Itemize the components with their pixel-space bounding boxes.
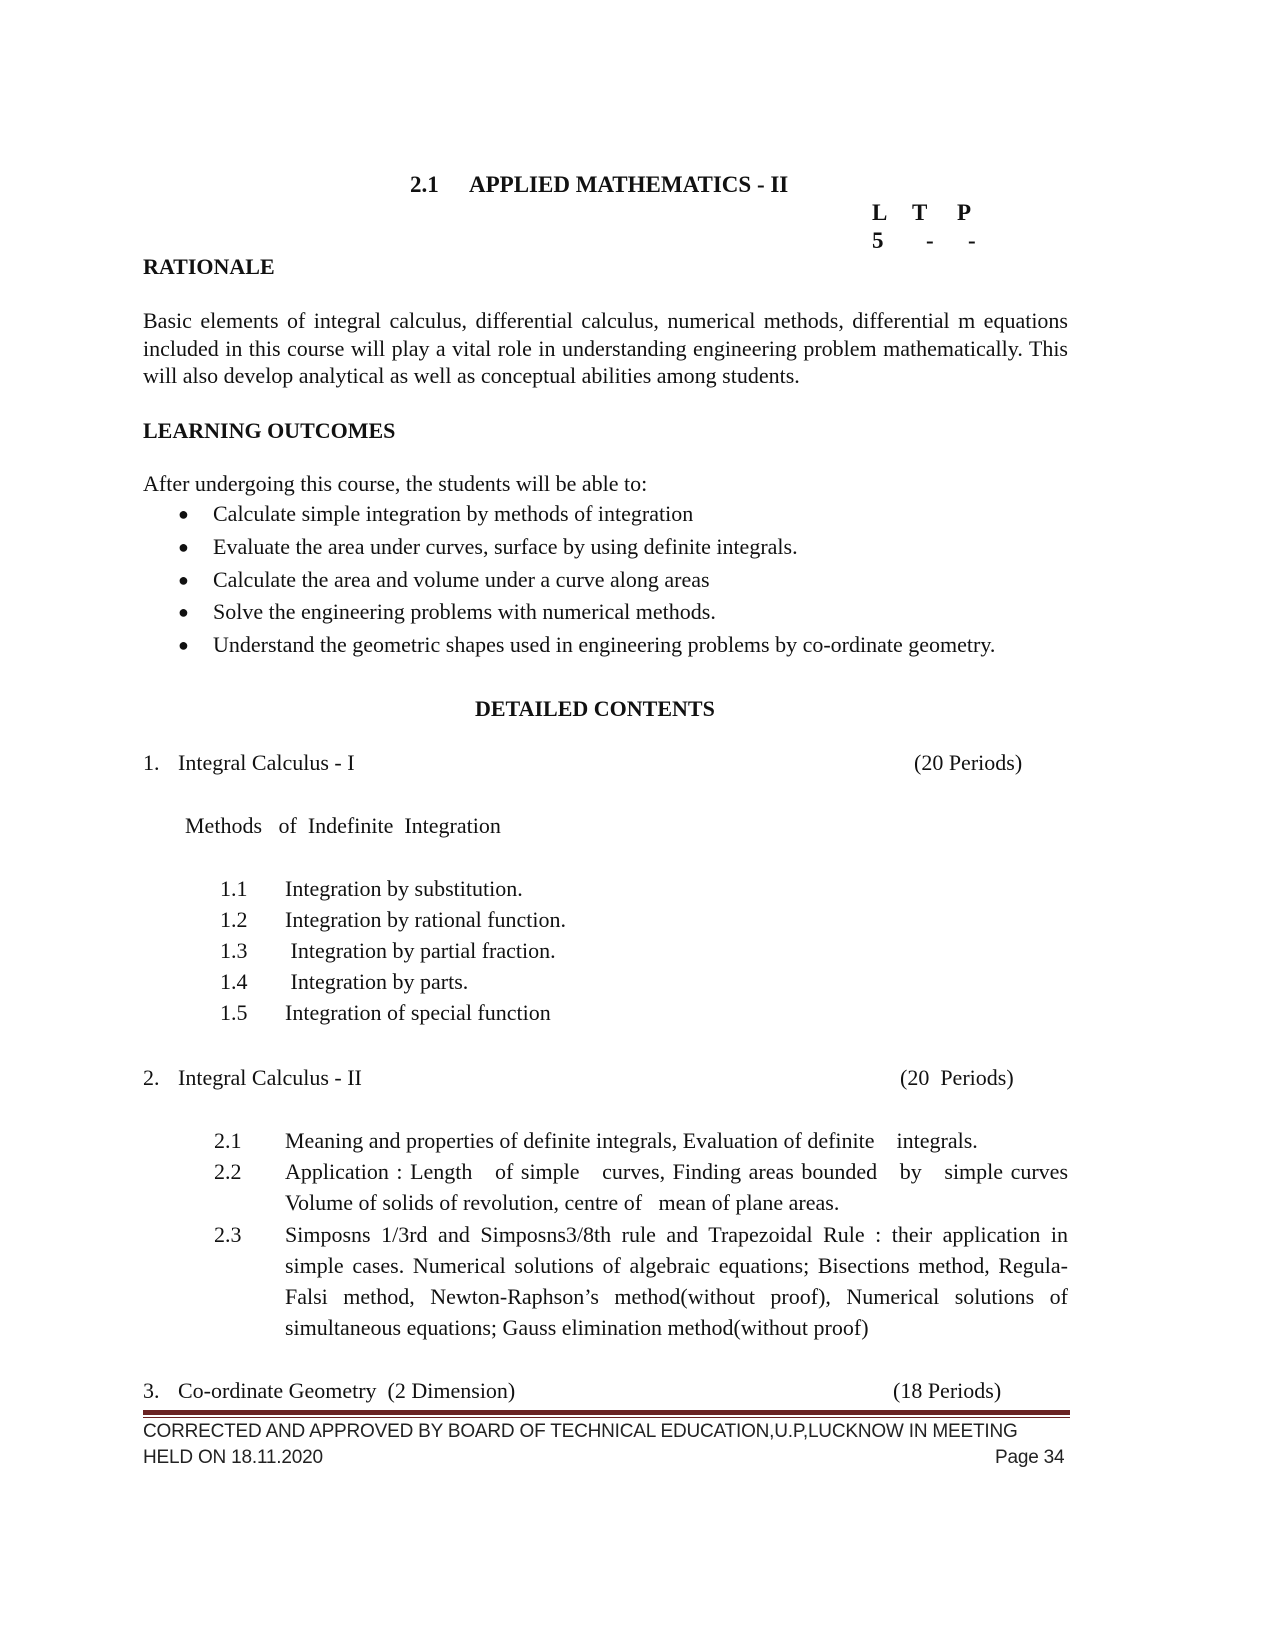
unit-title: Co-ordinate Geometry (2 Dimension) (178, 1378, 516, 1403)
section-number: 2.1 (410, 172, 439, 197)
unit-periods: (20 Periods) (914, 750, 1023, 775)
list-item: Evaluate the area under curves, surface by using definite integrals. (213, 534, 798, 559)
topic-text: Meaning and properties of definite integrals, Evaluation of definite integrals. (285, 1128, 978, 1153)
topic-number: 1.3 (220, 938, 248, 963)
unit-title: Integral Calculus - II (178, 1065, 362, 1090)
page-number: Page 34 (995, 1447, 1065, 1468)
list-item: Calculate simple integration by methods of integration (213, 501, 694, 526)
unit-periods: (20 Periods) (900, 1065, 1014, 1090)
ltp-label-t: T (912, 200, 928, 225)
ltp-value-p: - (968, 228, 976, 253)
topic-text: Integration by partial fraction. (285, 938, 556, 963)
learning-outcomes-heading: LEARNING OUTCOMES (143, 418, 396, 443)
rationale-heading: RATIONALE (143, 254, 275, 279)
unit-number: 2. (143, 1065, 160, 1090)
topic-number: 2.3 (214, 1222, 242, 1247)
topic-text: Application : Length of simple curves, Finding areas bounded by simple curves Volume of solids of revolution, centre of mean of plane areas. (285, 1159, 1074, 1215)
footer-approval-line-1: CORRECTED AND APPROVED BY BOARD OF TECHNICAL EDUCATION,U.P,LUCKNOW IN MEETING (143, 1421, 1018, 1442)
bullet-icon: ● (178, 570, 189, 590)
topic-text: Integration by substitution. (285, 876, 523, 901)
topic-text: Integration by rational function. (285, 907, 567, 932)
detailed-contents-heading: DETAILED CONTENTS (475, 696, 715, 721)
unit-title: Integral Calculus - I (178, 750, 355, 775)
topic-number: 2.2 (214, 1159, 242, 1184)
unit-periods: (18 Periods) (893, 1378, 1002, 1403)
bullet-icon: ● (178, 504, 189, 524)
topic-text: Simposns 1/3rd and Simposns3/8th rule and Trapezoidal Rule : their application in simple cases. Numerical solutions of algebraic equations; Bisections method, Regula-Falsi method, Newton-Raphson’s method(without proof), Numerical solutions of simultaneous equations; Gauss elimination method(without proof) (285, 1222, 1068, 1340)
ltp-value-l: 5 (872, 228, 884, 253)
ltp-label-p: P (957, 200, 972, 225)
unit-number: 1. (143, 750, 160, 775)
ltp-label-l: L (872, 200, 888, 225)
list-item: Calculate the area and volume under a curve along areas (213, 567, 710, 592)
footer-approval-line-2: HELD ON 18.11.2020 (143, 1447, 323, 1468)
footer-divider-thin (143, 1417, 1070, 1418)
bullet-icon: ● (178, 537, 189, 557)
topic-number: 1.5 (220, 1000, 248, 1025)
unit-number: 3. (143, 1378, 160, 1403)
unit-subheading: Methods of Indefinite Integration (185, 813, 501, 838)
learning-outcomes-intro: After undergoing this course, the students will be able to: (143, 471, 648, 496)
ltp-value-t: - (926, 228, 934, 253)
topic-text: Integration of special function (285, 1000, 551, 1025)
footer-divider-thick (143, 1410, 1070, 1415)
bullet-icon: ● (178, 635, 189, 655)
rationale-text: Basic elements of integral calculus, differential calculus, numerical methods, differential m equations included in this course will play a vital role in understanding engineering problem mathematically. This will also develop analytical as well as conceptual abilities among students. (143, 308, 1068, 388)
bullet-icon: ● (178, 602, 189, 622)
topic-number: 2.1 (214, 1128, 242, 1153)
topic-number: 1.1 (220, 876, 248, 901)
topic-number: 1.2 (220, 907, 248, 932)
page-title: APPLIED MATHEMATICS - II (469, 172, 789, 197)
topic-number: 1.4 (220, 969, 248, 994)
list-item: Solve the engineering problems with numerical methods. (213, 599, 716, 624)
list-item: Understand the geometric shapes used in engineering problems by co-ordinate geometry. (213, 632, 996, 657)
topic-text: Integration by parts. (285, 969, 469, 994)
